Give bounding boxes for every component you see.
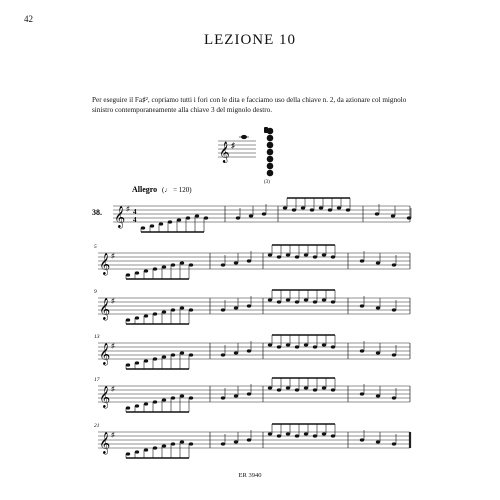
note-head [171, 442, 175, 445]
sharp-icon: ♯ [231, 141, 235, 150]
note-head [234, 351, 238, 354]
note-head [322, 386, 326, 389]
note-head [171, 396, 175, 399]
note-head [153, 267, 157, 270]
note-head [313, 434, 317, 437]
note-head [360, 259, 364, 262]
note-head [392, 308, 396, 311]
note-head [247, 304, 251, 307]
key-signature-sharp-icon: ♯ [126, 205, 130, 213]
note-head [135, 361, 139, 364]
note-head [189, 353, 193, 356]
note-head [331, 434, 335, 437]
staff-systems [94, 198, 411, 458]
note-head [221, 353, 225, 356]
note-head [286, 253, 290, 256]
measure-number: 21 [94, 423, 100, 429]
note-head [126, 363, 130, 366]
tempo-mark: (♩ = 120) [162, 186, 192, 194]
note-head [304, 386, 308, 389]
key-signature-sharp-icon: ♯ [111, 342, 115, 350]
note-head [162, 398, 166, 401]
note-head [126, 406, 130, 409]
note-head [337, 206, 341, 209]
note-head [286, 432, 290, 435]
note-head [221, 308, 225, 311]
note-head [304, 298, 308, 301]
page-number: 42 [24, 14, 33, 24]
note-head [328, 208, 332, 211]
note-head [277, 434, 281, 437]
note-head [295, 345, 299, 348]
note-head [283, 206, 287, 209]
note-head [322, 343, 326, 346]
note-head [177, 218, 181, 221]
treble-clef-icon: 𝄞 [99, 254, 111, 275]
note-head [221, 396, 225, 399]
measure-number: 5 [94, 244, 97, 250]
treble-clef-icon: 𝄞 [99, 387, 111, 408]
fingering-key-mark: (3) [264, 180, 270, 185]
note-head [331, 388, 335, 391]
note-head [391, 214, 395, 217]
note-head [249, 214, 253, 217]
note-head [153, 312, 157, 315]
note-head [331, 345, 335, 348]
key-signature-sharp-icon: ♯ [111, 252, 115, 260]
note-head [171, 353, 175, 356]
treble-clef-icon: 𝄞 [219, 142, 230, 162]
exercise-number: 38. [92, 208, 102, 217]
note-head [135, 404, 139, 407]
note-head [262, 212, 266, 215]
note-head [141, 226, 145, 229]
note-head [189, 308, 193, 311]
note-head [277, 388, 281, 391]
note-head [247, 349, 251, 352]
note-head [180, 306, 184, 309]
note-head [234, 261, 238, 264]
note-head [295, 300, 299, 303]
note-head [295, 388, 299, 391]
treble-clef-icon: 𝄞 [99, 299, 111, 320]
note-head [247, 438, 251, 441]
note-head [186, 216, 190, 219]
note-head [322, 253, 326, 256]
key-signature-sharp-icon: ♯ [111, 297, 115, 305]
time-signature: 4 [133, 216, 137, 224]
note-head [292, 208, 296, 211]
note-head [189, 263, 193, 266]
note-head [277, 300, 281, 303]
note-head [247, 392, 251, 395]
note-head [322, 432, 326, 435]
note-head [236, 216, 240, 219]
note-head [286, 386, 290, 389]
note-head [310, 208, 314, 211]
staff-system [113, 198, 411, 232]
treble-clef-icon: 𝄞 [99, 433, 111, 454]
note-head [162, 310, 166, 313]
tempo-word: Allegro [132, 185, 158, 194]
intro-text: Per eseguire il Fa♯², copriamo tutti i fori con le dita e facciamo uso della chiave n. 2, da azionare col mignolo sinistro contemporaneamente alla chiave 3 del mignolo destro. [92, 96, 407, 114]
note-head [360, 392, 364, 395]
measure-number: 9 [94, 289, 97, 295]
note-head [144, 448, 148, 451]
note-head [168, 220, 172, 223]
note-head [180, 440, 184, 443]
note-head [304, 432, 308, 435]
note-head [407, 216, 411, 219]
note-head [360, 304, 364, 307]
note-head [144, 402, 148, 405]
treble-clef-icon: 𝄞 [99, 344, 111, 365]
note-head [171, 308, 175, 311]
note-head [313, 388, 317, 391]
note-head [286, 298, 290, 301]
note-head [180, 351, 184, 354]
note-head [135, 316, 139, 319]
note-head [247, 259, 251, 262]
footer-code: ER 3940 [238, 472, 262, 479]
note-head [376, 261, 380, 264]
staff-system [94, 423, 410, 458]
note-head [162, 444, 166, 447]
note-head [268, 298, 272, 301]
note-head [144, 314, 148, 317]
note-head [277, 345, 281, 348]
fingering-holes [264, 127, 273, 176]
note-head [319, 206, 323, 209]
note-head [234, 440, 238, 443]
note-head [153, 400, 157, 403]
note-head [162, 355, 166, 358]
note-head [268, 386, 272, 389]
note-head [313, 300, 317, 303]
note-head [180, 394, 184, 397]
key-signature-sharp-icon: ♯ [111, 385, 115, 393]
note-head [234, 306, 238, 309]
note-head [195, 214, 199, 217]
note-head [360, 349, 364, 352]
note-head [126, 318, 130, 321]
note-head [376, 440, 380, 443]
note-head [376, 351, 380, 354]
note-head [126, 273, 130, 276]
note-head [295, 434, 299, 437]
note-head [126, 452, 130, 455]
staff-system [94, 244, 410, 279]
note-head [360, 438, 364, 441]
note-head [150, 224, 154, 227]
note-head [286, 343, 290, 346]
note-head [204, 216, 208, 219]
note-head [313, 255, 317, 258]
note-head [277, 255, 281, 258]
note-head [304, 343, 308, 346]
note-head [135, 450, 139, 453]
note-head [189, 396, 193, 399]
note-head [376, 306, 380, 309]
note-head [331, 255, 335, 258]
note-head [180, 261, 184, 264]
note-head [162, 265, 166, 268]
note-head [171, 263, 175, 266]
staff-system [94, 289, 410, 324]
note-head [322, 298, 326, 301]
note-head [159, 222, 163, 225]
note-head [189, 442, 193, 445]
key-signature-sharp-icon: ♯ [111, 431, 115, 439]
note-head [301, 206, 305, 209]
note-head [392, 442, 396, 445]
note-head [331, 300, 335, 303]
note-head [313, 345, 317, 348]
note-head [295, 255, 299, 258]
note-head [221, 263, 225, 266]
fingering-diagram [218, 127, 273, 185]
note-head [392, 396, 396, 399]
note-head [346, 208, 350, 211]
note-head [268, 432, 272, 435]
note-head [144, 269, 148, 272]
note-head [392, 353, 396, 356]
note-head [268, 253, 272, 256]
measure-number: 17 [94, 377, 100, 383]
time-signature: 4 [133, 208, 137, 216]
staff-system [94, 377, 410, 412]
treble-clef-icon: 𝄞 [114, 207, 126, 228]
note-head [153, 357, 157, 360]
note-head [153, 446, 157, 449]
note-head [144, 359, 148, 362]
note-head [376, 394, 380, 397]
lesson-title: LEZIONE 10 [203, 32, 297, 48]
note-head [234, 394, 238, 397]
note-head [221, 442, 225, 445]
note-head [392, 263, 396, 266]
measure-number: 13 [94, 334, 100, 340]
note-head [304, 253, 308, 256]
note-head [268, 343, 272, 346]
note-head [135, 271, 139, 274]
staff-system [94, 334, 410, 369]
note-head [375, 212, 379, 215]
